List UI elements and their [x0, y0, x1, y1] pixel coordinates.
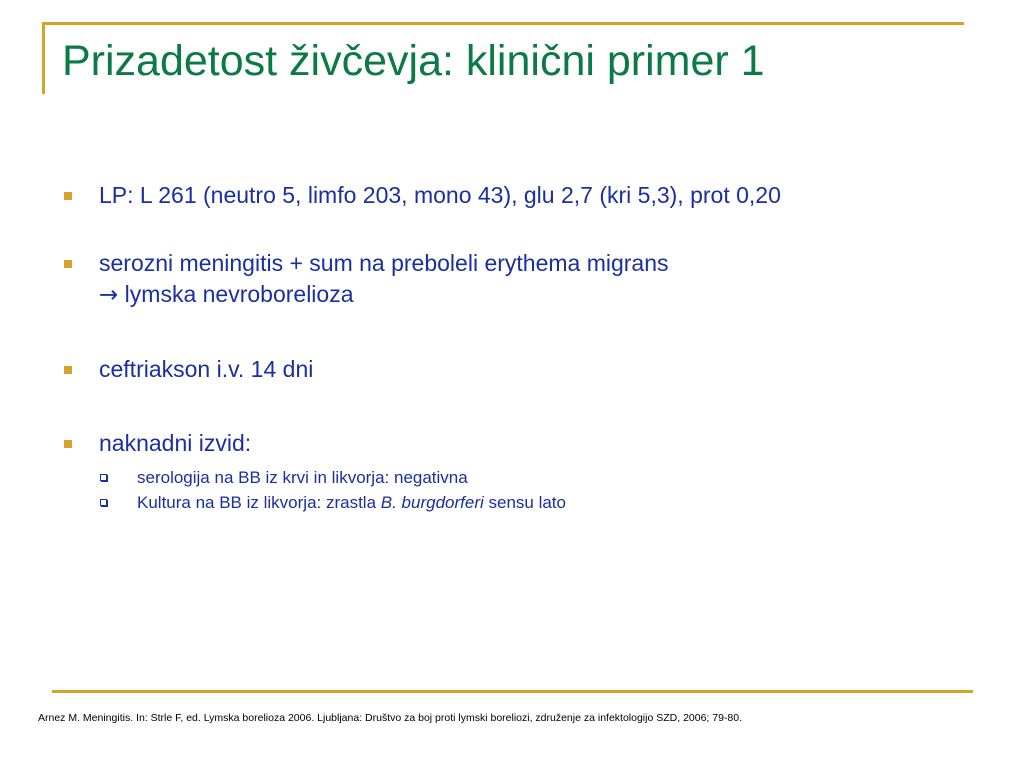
sub-bullet-list [100, 465, 982, 515]
gold-square-bullet-icon [64, 260, 72, 268]
bullet-item-lp-results [62, 180, 982, 211]
gold-square-bullet-icon [64, 366, 72, 374]
slide-title: Prizadetost živčevja: klinični primer 1 [62, 37, 765, 85]
sub-bullet-text: Kultura na BB iz likvorja: zrastla [137, 493, 381, 512]
hollow-square-bullet-icon [100, 499, 107, 506]
bullet-item-diagnosis [62, 248, 982, 311]
sub-bullet-item-serology [100, 465, 982, 490]
right-arrow-icon: → [99, 282, 119, 308]
bullet-continuation-text: lymska nevroborelioza [118, 281, 354, 307]
bullet-item-followup [62, 428, 982, 459]
sub-bullet-text-tail: sensu lato [483, 493, 566, 512]
bullet-item-therapy [62, 354, 982, 385]
sub-bullet-item-culture [100, 490, 982, 515]
bullet-text: naknadni izvid: [99, 430, 252, 456]
sub-bullet-text: serologija na BB iz krvi in likvorja: negativna [137, 468, 468, 487]
gold-square-bullet-icon [64, 440, 72, 448]
footer-divider [52, 690, 973, 693]
hollow-square-bullet-icon [100, 474, 107, 481]
bullet-list [62, 180, 982, 515]
bullet-text: LP: L 261 (neutro 5, limfo 203, mono 43), glu 2,7 (kri 5,3), prot 0,20 [99, 182, 781, 208]
citation-text: Arnez M. Meningitis. In: Strle F, ed. Lymska borelioza 2006. Ljubljana: Društvo za boj proti lymski boreliozi, združenje za infektologijo SZD, 2006; 79-80. [38, 712, 743, 724]
bullet-text: serozni meningitis + sum na preboleli erythema migrans [99, 250, 669, 276]
organism-name: B. burgdorferi [380, 493, 484, 512]
gold-square-bullet-icon [64, 192, 72, 200]
bullet-text: ceftriakson i.v. 14 dni [99, 356, 314, 382]
